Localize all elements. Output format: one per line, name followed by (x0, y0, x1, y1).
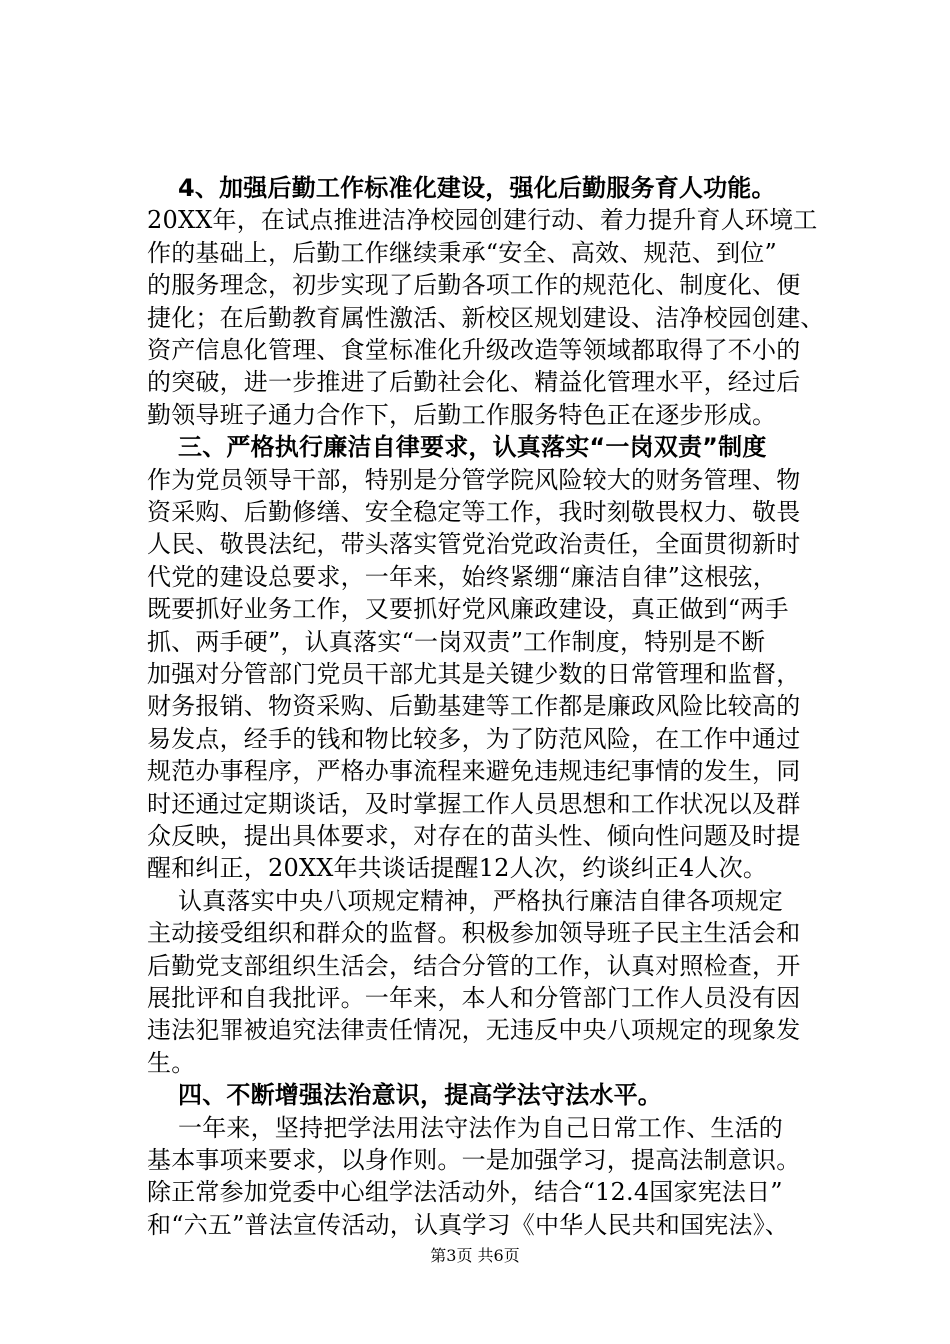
paragraph-line: 展批评和自我批评。一年来，本人和分管部门工作人员没有因 (147, 984, 801, 1012)
paragraph-line: 主动接受组织和群众的监督。积极参加领导班子民主生活会和 (147, 919, 801, 948)
page-footer: 第3页 共6页 (430, 1246, 520, 1265)
section-heading: 三、严格执行廉洁自律要求，认真落实“一岗双责”制度 (178, 433, 767, 462)
paragraph-line: 规范办事程序，严格办事流程来避免违规违纪事情的发生，同 (147, 757, 801, 786)
paragraph-line: 和“六五”普法宣传活动，认真学习《中华人民共和国宪法》、 (147, 1210, 790, 1239)
paragraph-line: 基本事项来要求，以身作则。一是加强学习，提高法制意识。 (147, 1146, 801, 1174)
paragraph-line: 生。 (147, 1048, 196, 1077)
paragraph-line: 易发点，经手的钱和物比较多，为了防范风险，在工作中通过 (147, 724, 801, 753)
paragraph-line: 财务报销、物资采购、后勤基建等工作都是廉政风险比较高的 (147, 692, 801, 721)
paragraph-line: 20XX年，在试点推进洁净校园创建行动、着力提升育人环境工 (147, 206, 818, 235)
paragraph-line: 勤领导班子通力合作下，后勤工作服务特色正在逐步形成。 (147, 400, 777, 429)
paragraph-line: 认真落实中央八项规定精神，严格执行廉洁自律各项规定 (178, 886, 783, 915)
paragraph-line: 作的基础上，后勤工作继续秉承“安全、高效、规范、到位” (147, 238, 777, 267)
paragraph-line: 既要抓好业务工作，又要抓好党风廉政建设，真正做到“两手 (147, 595, 789, 624)
paragraph-line: 资产信息化管理、食堂标准化升级改造等领域都取得了不小的 (147, 336, 801, 364)
section-heading: 4、加强后勤工作标准化建设，强化后勤服务育人功能。 (178, 174, 776, 202)
paragraph-line: 的突破，进一步推进了后勤社会化、精益化管理水平，经过后 (147, 368, 801, 397)
paragraph-line: 代党的建设总要求，一年来，始终紧绷“廉洁自律”这根弦， (147, 562, 777, 591)
paragraph-line: 的服务理念，初步实现了后勤各项工作的规范化、制度化、便 (147, 271, 801, 300)
paragraph-line: 抓、两手硬”，认真落实“一岗双责”工作制度，特别是不断 (147, 627, 766, 656)
paragraph-line: 醒和纠正，20XX年共谈话提醒12人次，约谈纠正4人次。 (147, 854, 768, 883)
paragraph-line: 违法犯罪被追究法律责任情况，无违反中央八项规定的现象发 (147, 1016, 801, 1045)
paragraph-line: 时还通过定期谈话，及时掌握工作人员思想和工作状况以及群 (147, 789, 801, 818)
paragraph-line: 人民、敬畏法纪，带头落实管党治党政治责任，全面贯彻新时 (147, 530, 801, 559)
paragraph-line: 资采购、后勤修缮、安全稳定等工作，我时刻敬畏权力、敬畏 (147, 498, 801, 526)
paragraph-line: 加强对分管部门党员干部尤其是关键少数的日常管理和监督， (147, 660, 801, 688)
section-heading: 四、不断增强法治意识，提高学法守法水平。 (178, 1081, 662, 1110)
paragraph-line: 一年来，坚持把学法用法守法作为自己日常工作、生活的 (178, 1113, 783, 1142)
paragraph-line: 捷化；在后勤教育属性激活、新校区规划建设、洁净校园创建、 (147, 303, 825, 332)
paragraph-line: 后勤党支部组织生活会，结合分管的工作，认真对照检查，开 (147, 951, 801, 980)
paragraph-line: 作为党员领导干部，特别是分管学院风险较大的财务管理、物 (147, 465, 801, 494)
paragraph-line: 众反映，提出具体要求，对存在的苗头性、倾向性问题及时提 (147, 822, 801, 850)
paragraph-line: 除正常参加党委中心组学法活动外，结合“12.4国家宪法日” (147, 1178, 783, 1207)
